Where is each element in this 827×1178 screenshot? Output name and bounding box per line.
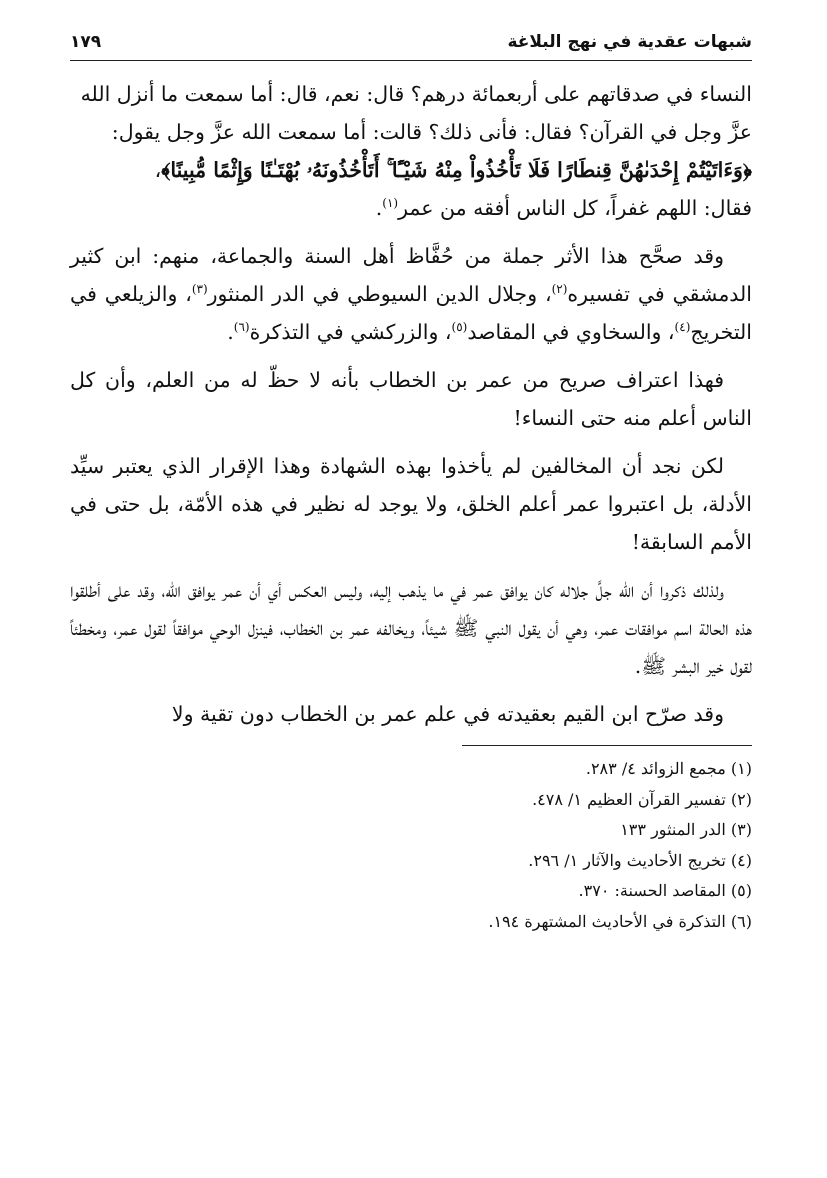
book-page — [70, 26, 752, 937]
punctuation: ، — [154, 158, 162, 182]
paragraph-1 — [70, 75, 752, 227]
footnote: (٤) تخريج الأحاديث والآثار ١/ ٢٩٦. — [528, 850, 752, 870]
punctuation: . — [375, 196, 383, 220]
footnote: (٥) المقاصد الحسنة: ٣٧٠. — [578, 881, 752, 900]
quran-verse: ﴿وَءَاتَيْتُمْ إِحْدَىٰهُنَّ قِنطَارًا فَلَا تَأْخُذُواْ مِنْهُ شَيْـًٔا ۚ أَتَأْخُذُونَهُۥ بُهْتَـٰنًا وَإِثْمًا مُّبِينًا﴾ — [161, 158, 752, 182]
text-line — [70, 189, 752, 227]
text-segment: ، والزيلعي في التخريج — [70, 282, 752, 344]
footnote: (١) مجمع الزوائد ٤/ ٢٨٣. — [585, 759, 752, 778]
text-segment: ، وجلال الدين السيوطي في الدر المنثور — [207, 282, 552, 306]
text-line: النساء في صدقاتهم على أربعمائة درهم؟ قال: نعم، قال: أما سمعت ما أنزل الله — [80, 82, 752, 106]
paragraph-4: لكن نجد أن المخالفين لم يأخذوا بهذه الشهادة وهذا الإقرار الذي يعتبر سيِّد الأدلة، بل اعتبروا عمر أعلم الخلق، ولا يوجد له نظير في هذه الأمّة، بل حتى في الأمم السابقة! — [70, 454, 752, 554]
paragraph-3: فهذا اعتراف صريح من عمر بن الخطاب بأنه لا حظّ له من العلم، وأن كل الناس أعلم منه حتى النساء! — [70, 368, 752, 430]
paragraph-5: ولذلك ذكروا أن الله جلَّ جلاله كان يوافق عمر في ما يذهب إليه، وليس العكس أي أن عمر يوافق الله، وقد على أطلقوا هذه الحالة اسم موافقات عمر، وهي أن يقول النبي ﷺ شيئاً، ويخالفه عمر بن الخطاب، فينزل الوحي موافقاً لقول عمر، ومخطئاً لقول خير البشر ﷺ. — [70, 578, 752, 678]
footnote-ref: (٣) — [191, 282, 208, 297]
footnote-ref: (٢) — [551, 282, 568, 297]
running-header — [70, 26, 752, 61]
footnotes — [70, 754, 752, 937]
footnote: (٣) الدر المنثور ١٣٣ — [620, 820, 752, 839]
quran-verse-line — [70, 151, 752, 189]
footnote-divider — [462, 745, 752, 746]
footnote: (٦) التذكرة في الأحاديث المشتهرة ١٩٤. — [488, 911, 752, 931]
text-segment: ، والزركشي في التذكرة — [249, 320, 452, 344]
text-segment: فقال: اللهم غفراً، كل الناس أفقه من عمر — [398, 196, 752, 220]
punctuation: . — [227, 320, 234, 344]
footnote-ref: (٤) — [674, 320, 691, 335]
book-title: شبهات عقدية في نهج البلاغة — [507, 32, 752, 52]
footnote-ref: (٥) — [451, 320, 468, 335]
paragraph-2 — [70, 237, 752, 351]
text-segment: ، والسخاوي في المقاصد — [467, 320, 675, 344]
text-segment: وقد صحَّح هذا الأثر جملة من حُفَّاظ أهل السنة والجماعة، منهم: ابن كثير الدمشقي في تفسيره — [70, 244, 753, 306]
text-line: عزَّ وجل في القرآن؟ فقال: فأنى ذلك؟ قالت: أما سمعت الله عزَّ وجل يقول: — [111, 120, 752, 144]
footnote-ref: (١) — [382, 196, 399, 211]
main-text — [70, 75, 752, 733]
footnote-ref: (٦) — [233, 320, 250, 335]
page-number: ١٧٩ — [70, 32, 102, 52]
paragraph-6: وقد صرّح ابن القيم بعقيدته في علم عمر بن الخطاب دون تقية ولا — [171, 702, 724, 726]
footnote: (٢) تفسير القرآن العظيم ١/ ٤٧٨. — [532, 789, 752, 809]
